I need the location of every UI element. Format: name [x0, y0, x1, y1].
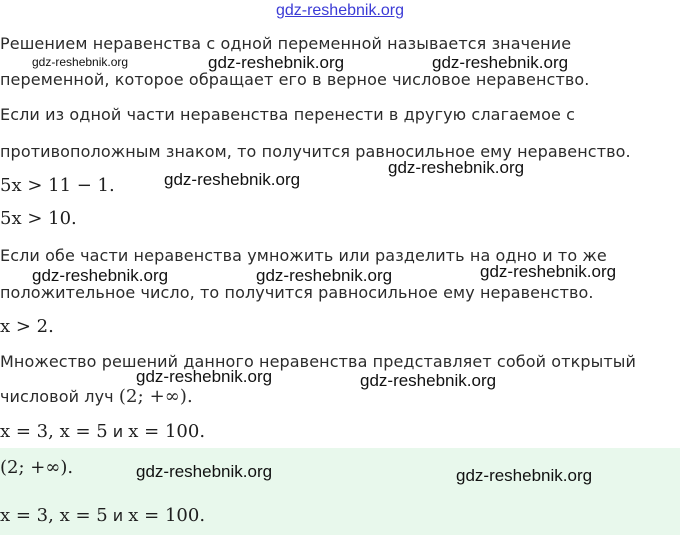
equation-example-values [0, 421, 205, 442]
watermark: gdz-reshebnik.org [432, 53, 569, 72]
example-values-part-2: x = 100. [128, 421, 206, 442]
site-link[interactable]: gdz-reshebnik.org [275, 2, 405, 19]
paragraph-definition-line-1: Решением неравенства с одной переменной называется значение [0, 34, 572, 53]
watermark: gdz-reshebnik.org [456, 466, 593, 485]
watermark: gdz-reshebnik.org [32, 266, 169, 285]
equation-step-1: 5x > 11 − 1. [0, 175, 115, 196]
answer-values-part-1: x = 3, x = 5 [0, 505, 108, 526]
solution-set-label: числовой луч [0, 387, 119, 406]
watermark: gdz-reshebnik.org [164, 170, 301, 189]
paragraph-solution-set-line-2 [0, 386, 193, 407]
example-values-and: и [107, 422, 129, 441]
answer-values-part-2: x = 100. [128, 505, 206, 526]
answer-interval: (2; +∞). [0, 457, 74, 478]
paragraph-multiply-line-1: Если обе части неравенства умножить или разделить на одно и то же [0, 246, 607, 265]
watermark: gdz-reshebnik.org [32, 55, 129, 69]
watermark: gdz-reshebnik.org [136, 462, 273, 481]
example-values-part-1: x = 3, x = 5 [0, 421, 108, 442]
watermark: gdz-reshebnik.org [256, 266, 393, 285]
solution-interval: (2; +∞). [118, 386, 193, 407]
watermark: gdz-reshebnik.org [136, 367, 273, 386]
paragraph-solution-set-line-1: Множество решений данного неравенства представляет собой открытый [0, 352, 636, 371]
watermark: gdz-reshebnik.org [388, 158, 525, 177]
paragraph-transfer-line-2: противоположным знаком, то получится равносильное ему неравенство. [0, 142, 631, 161]
paragraph-transfer-line-1: Если из одной части неравенства перенести в другую слагаемое с [0, 105, 576, 124]
paragraph-definition-line-2: переменной, которое обращает его в верное числовое неравенство. [0, 70, 590, 89]
paragraph-multiply-line-2: положительное число, то получится равносильное ему неравенство. [0, 283, 594, 302]
watermark: gdz-reshebnik.org [480, 262, 617, 281]
watermark: gdz-reshebnik.org [360, 371, 497, 390]
answer-values-and: и [107, 506, 129, 525]
watermark: gdz-reshebnik.org [208, 53, 345, 72]
equation-step-3: x > 2. [0, 316, 54, 337]
answer-values [0, 505, 205, 526]
equation-step-2: 5x > 10. [0, 208, 77, 229]
